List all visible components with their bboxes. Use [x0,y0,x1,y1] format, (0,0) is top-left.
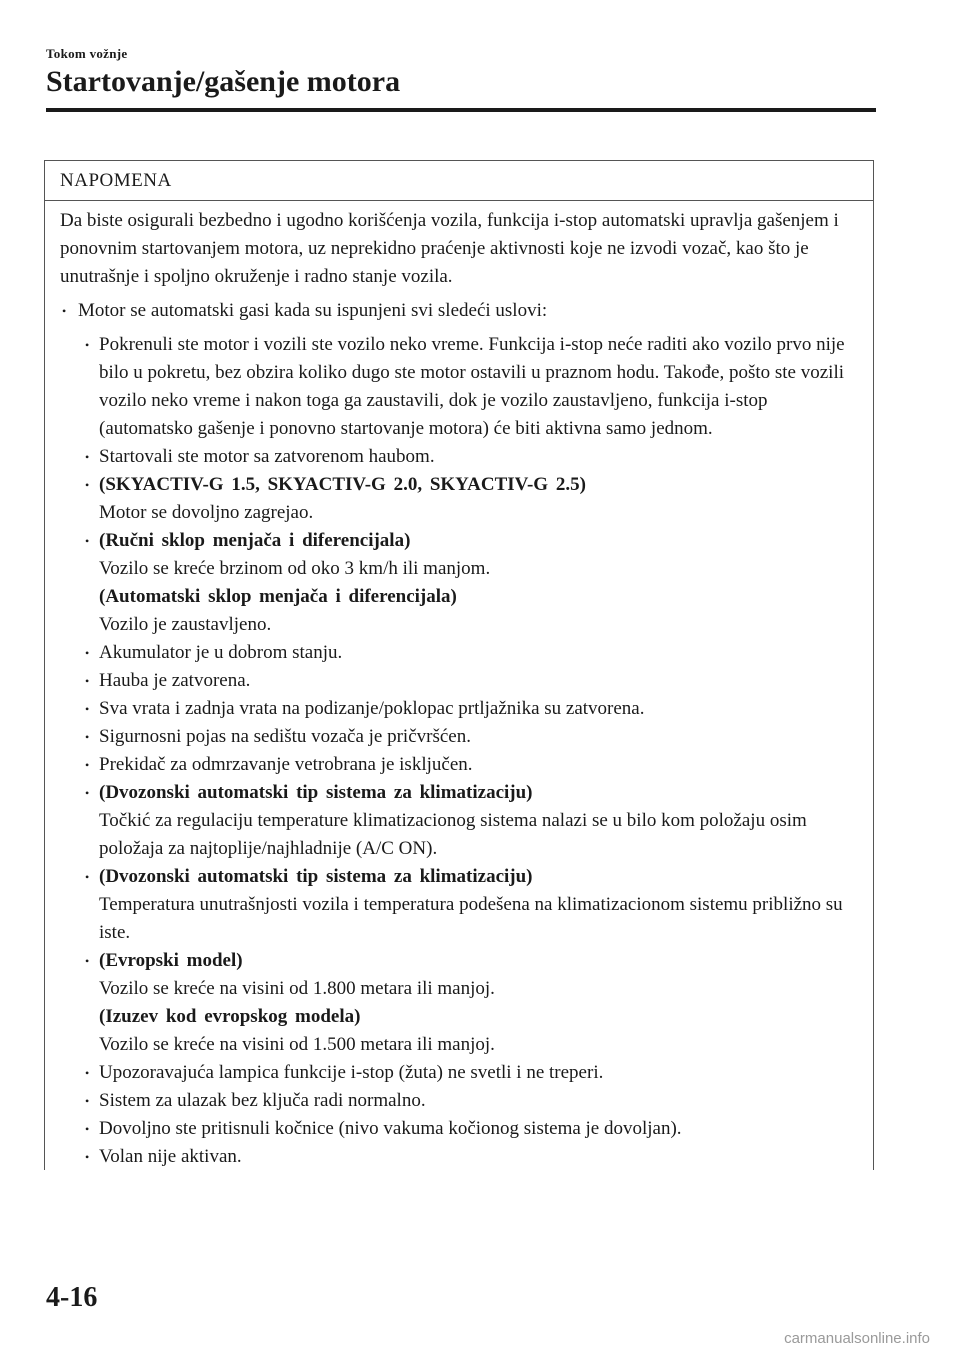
condition-item [60,1087,859,1115]
bullet-icon: • [85,786,90,800]
bullet-icon: • [85,870,90,884]
condition-text: Vozilo se kreće na visini od 1.500 metara ili manjoj. [99,1034,495,1055]
condition-qualifier: (Dvozonski automatski tip sistema za klimatizaciju) [99,782,533,803]
condition-item [60,1115,859,1143]
condition-text: Dovoljno ste pritisnuli kočnice (nivo vakuma kočionog sistema je dovoljan). [99,1118,682,1139]
bullet-icon: • [85,646,90,660]
condition-item [60,527,859,639]
note-intro: Da biste osigurali bezbedno i ugodno korišćenja vozila, funkcija i-stop automatski upravlja gašenjem i ponovnim startovanjem motora, uz neprekidno praćenje aktivnosti koje ne izvodi vozač, kao što je unutrašnje i spoljno okruženje i radno stanje vozila. [60,210,839,287]
condition-qualifier: (Dvozonski automatski tip sistema za klimatizaciju) [99,866,533,887]
bullet-icon: • [62,304,67,318]
condition-item [60,331,859,443]
condition-item [60,723,859,751]
bullet-icon: • [85,954,90,968]
condition-text: Volan nije aktivan. [99,1146,242,1167]
section-label: Tokom vožnje [46,46,128,61]
bullet-icon: • [85,1150,90,1164]
bullet-icon: • [85,1122,90,1136]
condition-qualifier: (Evropski model) [99,950,243,971]
condition-item [60,779,859,863]
bullet-icon: • [85,1066,90,1080]
condition-text: Vozilo se kreće brzinom od oko 3 km/h ili manjom. [99,558,491,579]
condition-item [60,471,859,527]
condition-text: Akumulator je u dobrom stanju. [99,642,343,663]
bullet-icon: • [85,450,90,464]
condition-text: Motor se dovoljno zagrejao. [99,502,314,523]
note-heading: NAPOMENA [45,161,873,201]
condition-text: Temperatura unutrašnjosti vozila i temperatura podešena na klimatizacionom sistemu približno su iste. [99,894,843,943]
title-rule [46,108,876,112]
condition-item [60,667,859,695]
bullet-icon: • [85,478,90,492]
condition-item [60,863,859,947]
note-box [44,160,874,1170]
condition-text: Upozoravajuća lampica funkcije i-stop (žuta) ne svetli i ne treperi. [99,1062,604,1083]
condition-text: Sigurnosni pojas na sedištu vozača je pričvršćen. [99,726,471,747]
condition-text: Hauba je zatvorena. [99,670,251,691]
watermark: carmanualsonline.info [784,1330,930,1347]
page-number: 4-16 [46,1282,98,1313]
condition-item [60,639,859,667]
condition-text: Vozilo se kreće na visini od 1.800 metara ili manjoj. [99,978,495,999]
condition-text: Točkić za regulaciju temperature klimatizacionog sistema nalazi se u bilo kom položaju osim položaja za najtoplije/najhladnije (A/C ON). [99,810,807,859]
condition-text: Sva vrata i zadnja vrata na podizanje/poklopac prtljažnika su zatvorena. [99,698,645,719]
condition-item [60,443,859,471]
condition-qualifier: (Izuzev kod evropskog modela) [99,1006,361,1027]
condition-text: Sistem za ulazak bez ključa radi normalno. [99,1090,426,1111]
condition-item [60,1059,859,1087]
bullet-icon: • [85,338,90,352]
condition-qualifier: (SKYACTIV-G 1.5, SKYACTIV-G 2.0, SKYACTIV-G 2.5) [99,474,586,495]
bullet-icon: • [85,730,90,744]
bullet-icon: • [85,1094,90,1108]
bullet-icon: • [85,674,90,688]
condition-text: Vozilo je zaustavljeno. [99,614,272,635]
conditions-list [60,331,859,1171]
condition-text: Prekidač za odmrzavanje vetrobrana je isključen. [99,754,473,775]
condition-qualifier: (Ručni sklop menjača i diferencijala) [99,530,411,551]
condition-item [60,1143,859,1171]
condition-item [60,947,859,1059]
note-body [45,201,873,1171]
condition-text: Pokrenuli ste motor i vozili ste vozilo neko vreme. Funkcija i-stop neće raditi ako vozilo prvo nije bilo u pokretu, bez obzira koliko dugo ste motor ostavili u praznom hodu. Takođe, pošto ste vozili vozilo neko vreme i nakon toga ga zaustavili, dok je vozilo zaustavljeno, funkcija i-stop (automatsko gašenje i ponovno startovanje motora) će biti aktivna samo jednom. [99,334,845,439]
condition-qualifier: (Automatski sklop menjača i diferencijala) [99,586,457,607]
page-title: Startovanje/gašenje motora [46,65,401,98]
main-bullet-text: Motor se automatski gasi kada su ispunjeni svi sledeći uslovi: [78,300,548,321]
bullet-icon: • [85,702,90,716]
condition-item [60,695,859,723]
bullet-icon: • [85,534,90,548]
condition-item [60,751,859,779]
bullet-icon: • [85,758,90,772]
condition-text: Startovali ste motor sa zatvorenom haubom. [99,446,435,467]
main-bullet-item [60,297,859,325]
